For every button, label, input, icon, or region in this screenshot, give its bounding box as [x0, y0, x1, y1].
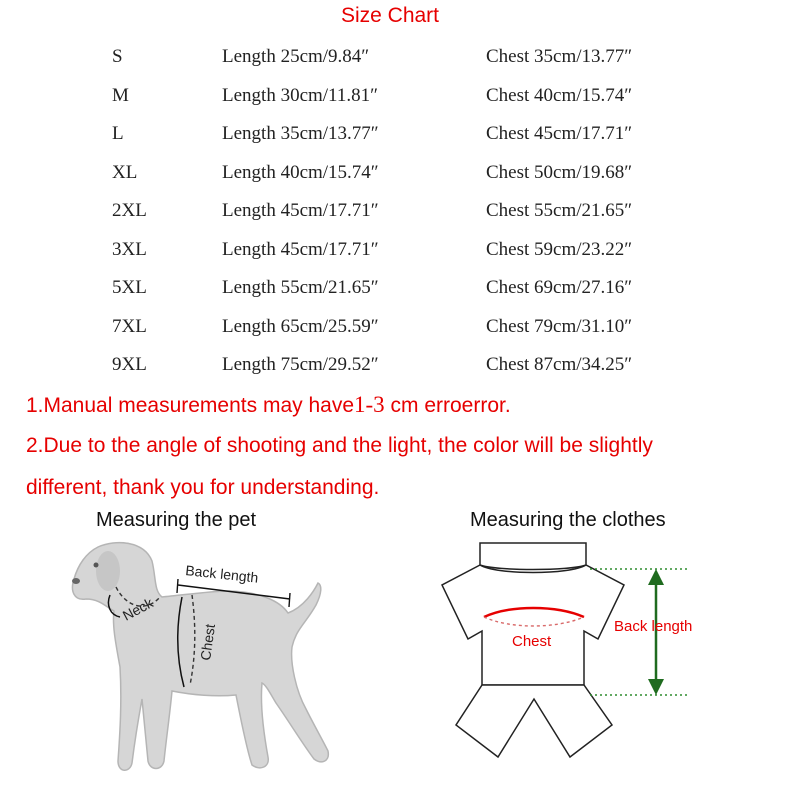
dog-measure-diagram — [60, 535, 400, 795]
size-row — [112, 40, 712, 79]
arrow-head-up — [648, 569, 664, 585]
chest-value: Chest 79cm/31.10″ — [486, 315, 633, 337]
size-table — [112, 40, 712, 387]
neck-label: Neck — [119, 594, 156, 624]
size-label: 7XL — [112, 315, 147, 337]
chest-label: Chest — [512, 633, 552, 650]
dog-ear — [96, 551, 120, 591]
size-label: M — [112, 84, 129, 106]
note1-suffix: cm erroerror. — [384, 394, 511, 417]
length-value: Length 40cm/15.74″ — [222, 161, 379, 183]
length-value: Length 75cm/29.52″ — [222, 354, 379, 375]
length-value: Length 30cm/11.81″ — [222, 84, 379, 106]
chest-value: Chest 35cm/13.77″ — [486, 46, 633, 67]
chest-value: Chest 50cm/19.68″ — [486, 161, 633, 183]
size-row — [112, 233, 712, 272]
color-note-line2: different, thank you for understanding. — [26, 476, 380, 499]
size-label: 3XL — [112, 238, 147, 260]
clothes-measure-diagram — [440, 535, 770, 795]
clothes-diagram-title: Measuring the clothes — [470, 509, 666, 531]
length-value: Length 65cm/25.59″ — [222, 315, 379, 337]
chest-value: Chest 45cm/17.71″ — [486, 123, 633, 144]
back-length-label: Back length — [614, 618, 693, 635]
size-row — [112, 348, 712, 387]
chest-value: Chest 69cm/27.16″ — [486, 277, 633, 298]
length-value: Length 35cm/13.77″ — [222, 123, 379, 144]
size-row — [112, 194, 712, 233]
clothes-outline — [442, 543, 624, 757]
pet-diagram-title: Measuring the pet — [96, 509, 257, 531]
dog-nose — [72, 578, 80, 584]
length-value: Length 45cm/17.71″ — [222, 238, 379, 260]
chest-value: Chest 40cm/15.74″ — [486, 84, 633, 106]
length-value: Length 55cm/21.65″ — [222, 277, 379, 298]
size-label: 5XL — [112, 277, 147, 298]
size-row — [112, 117, 712, 156]
note1-prefix: 1.Manual measurements may have — [26, 394, 354, 417]
chest-value: Chest 55cm/21.65″ — [486, 200, 633, 221]
size-row — [112, 79, 712, 118]
arrow-head-down — [648, 679, 664, 695]
size-label: 2XL — [112, 200, 147, 221]
measurement-error-note — [26, 392, 511, 418]
size-row — [112, 310, 712, 349]
chest-label: Chest — [197, 622, 219, 662]
note1-range: 1-3 — [354, 392, 385, 417]
chest-value: Chest 59cm/23.22″ — [486, 238, 633, 260]
chest-value: Chest 87cm/34.25″ — [486, 354, 633, 375]
dog-eye — [94, 563, 99, 568]
length-value: Length 25cm/9.84″ — [222, 46, 370, 67]
size-label: L — [112, 123, 124, 144]
length-value: Length 45cm/17.71″ — [222, 200, 379, 221]
size-row — [112, 271, 712, 310]
color-note-line1: 2.Due to the angle of shooting and the light, the color will be slightly — [26, 434, 653, 457]
back-length-label: Back length — [184, 562, 260, 586]
size-row — [112, 156, 712, 195]
size-label: 9XL — [112, 354, 147, 375]
size-label: XL — [112, 161, 138, 183]
size-label: S — [112, 46, 123, 67]
size-chart-title: Size Chart — [340, 4, 440, 27]
